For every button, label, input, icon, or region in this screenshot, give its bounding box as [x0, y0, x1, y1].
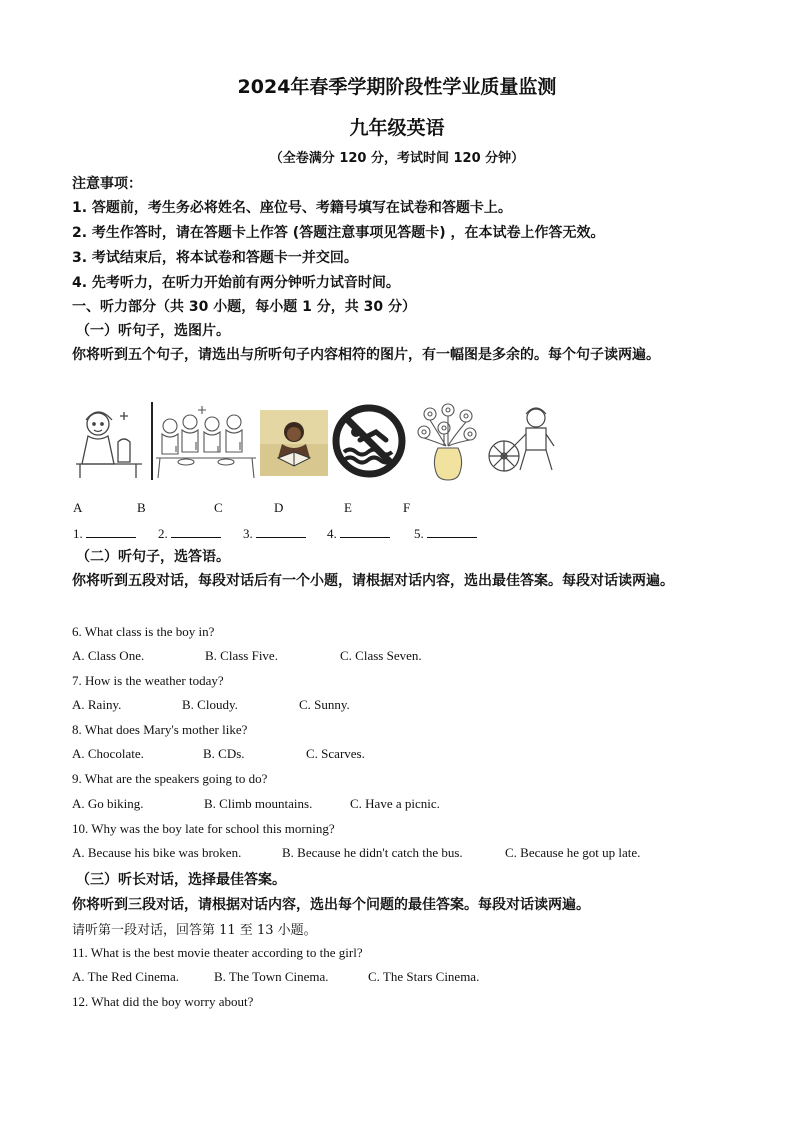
- answer-blank-5[interactable]: [414, 525, 477, 542]
- answer-blank-1[interactable]: [73, 525, 136, 542]
- picture-d-no-swimming-icon: [330, 402, 408, 480]
- answer-blank-number: 2.: [158, 526, 168, 541]
- sec2-heading: （二）听句子，选答语。: [76, 549, 230, 565]
- answer-blank-number: 3.: [243, 526, 253, 541]
- picture-divider: [150, 402, 154, 480]
- q8-option-a[interactable]: A. Chocolate.: [72, 746, 144, 761]
- picture-c-reading-child-icon: [260, 402, 328, 480]
- notice-item-4: 4. 先考听力，在听力开始前有两分钟听力试音时间。: [72, 275, 400, 291]
- question-10: 10. Why was the boy late for school this morning?: [72, 821, 335, 836]
- sec1-heading: （一）听句子，选图片。: [76, 323, 230, 339]
- part1-heading: 一、听力部分（共 30 小题，每小题 1 分，共 30 分）: [72, 299, 416, 315]
- answer-blank-2[interactable]: [158, 525, 221, 542]
- exam-title: 2024年春季学期阶段性学业质量监测: [237, 76, 557, 98]
- q7-option-a[interactable]: A. Rainy.: [72, 697, 122, 712]
- question-9: 9. What are the speakers going to do?: [72, 771, 268, 786]
- q10-option-b[interactable]: B. Because he didn't catch the bus.: [282, 845, 463, 860]
- q8-option-c[interactable]: C. Scarves.: [306, 746, 365, 761]
- picture-label-f: F: [403, 500, 411, 515]
- listening-pictures: [74, 402, 574, 482]
- q7-option-b[interactable]: B. Cloudy.: [182, 697, 238, 712]
- exam-subject: 九年级英语: [349, 117, 445, 139]
- picture-label-a: A: [73, 500, 83, 515]
- sec1-instruction: 你将听到五个句子，请选出与所听句子内容相符的图片，有一幅图是多余的。每个句子读两遍。: [72, 347, 660, 363]
- question-8: 8. What does Mary's mother like?: [72, 722, 248, 737]
- sec3-heading: （三）听长对话，选择最佳答案。: [76, 872, 286, 888]
- q11-option-a[interactable]: A. The Red Cinema.: [72, 969, 179, 984]
- sec2-instruction: 你将听到五段对话，每段对话后有一个小题，请根据对话内容，选出最佳答案。每段对话读两遍。: [72, 573, 674, 589]
- picture-e-flower-vase-icon: [414, 402, 480, 482]
- q6-option-c[interactable]: C. Class Seven.: [340, 648, 422, 663]
- q6-option-b[interactable]: B. Class Five.: [205, 648, 278, 663]
- q11-option-c[interactable]: C. The Stars Cinema.: [368, 969, 480, 984]
- q7-option-c[interactable]: C. Sunny.: [299, 697, 350, 712]
- picture-a-woman-icon: [74, 402, 146, 480]
- notice-item-2: 2. 考生作答时，请在答题卡上作答 (答题注意事项见答题卡) ，在本试卷上作答无效。: [72, 225, 605, 241]
- sec3-sub-instruction: 请听第一段对话，回答第 11 至 13 小题。: [72, 923, 317, 938]
- answer-blank-3[interactable]: [243, 525, 306, 542]
- question-7: 7. How is the weather today?: [72, 673, 224, 688]
- notice-item-3: 3. 考试结束后，将本试卷和答题卡一并交回。: [72, 250, 358, 266]
- q9-option-c[interactable]: C. Have a picnic.: [350, 796, 440, 811]
- question-11: 11. What is the best movie theater according to the girl?: [72, 945, 363, 960]
- picture-label-b: B: [137, 500, 146, 515]
- picture-label-d: D: [274, 500, 284, 515]
- exam-score-time-note: （全卷满分 120 分，考试时间 120 分钟）: [269, 151, 525, 166]
- answer-blank-number: 5.: [414, 526, 424, 541]
- q11-option-b[interactable]: B. The Town Cinema.: [214, 969, 329, 984]
- sec3-instruction: 你将听到三段对话，请根据对话内容，选出每个问题的最佳答案。每段对话读两遍。: [72, 897, 590, 913]
- question-12: 12. What did the boy worry about?: [72, 994, 254, 1009]
- q10-option-c[interactable]: C. Because he got up late.: [505, 845, 641, 860]
- question-6: 6. What class is the boy in?: [72, 624, 215, 639]
- answer-blank-number: 4.: [327, 526, 337, 541]
- picture-f-boy-bike-icon: [486, 402, 562, 480]
- q6-option-a[interactable]: A. Class One.: [72, 648, 145, 663]
- picture-label-c: C: [214, 500, 223, 515]
- picture-label-e: E: [344, 500, 352, 515]
- notice-item-1: 1. 答题前，考生务必将姓名、座位号、考籍号填写在试卷和答题卡上。: [72, 200, 512, 216]
- notice-heading: 注意事项：: [72, 176, 142, 192]
- picture-b-party-icon: [156, 402, 256, 480]
- q10-option-a[interactable]: A. Because his bike was broken.: [72, 845, 242, 860]
- answer-blank-number: 1.: [73, 526, 83, 541]
- answer-blank-4[interactable]: [327, 525, 390, 542]
- q8-option-b[interactable]: B. CDs.: [203, 746, 245, 761]
- q9-option-b[interactable]: B. Climb mountains.: [204, 796, 313, 811]
- q9-option-a[interactable]: A. Go biking.: [72, 796, 144, 811]
